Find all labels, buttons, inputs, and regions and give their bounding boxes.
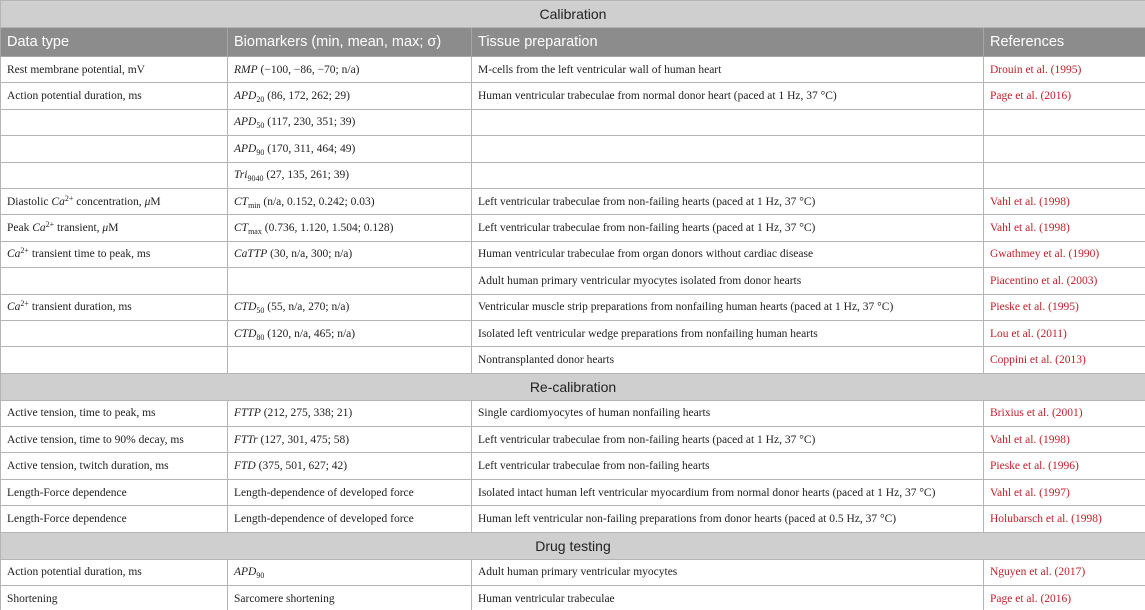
biomarker-cell: [228, 268, 472, 294]
reference-link[interactable]: Gwathmey et al. (1990): [984, 241, 1145, 267]
table-row: [1, 136, 1145, 162]
column-headers: [1, 28, 1145, 57]
table-row: [1, 215, 1145, 241]
table-row: [1, 347, 1145, 373]
tissue-cell: Adult human primary ventricular myocytes: [472, 559, 984, 585]
data-type-cell: Peak $Ca^{2+}$ transient, μM: [1, 215, 228, 241]
col-header-biomarkers: Biomarkers (min, mean, max; σ): [228, 28, 472, 57]
biomarker-cell: $APD_{90}$: [228, 559, 472, 585]
section-recalibration: [1, 373, 1145, 400]
biomarker-cell: $APD_{20}$ (86, 172, 262; 29): [228, 83, 472, 109]
section-title: Re-calibration: [1, 373, 1145, 400]
reference-link[interactable]: Lou et al. (2011): [984, 320, 1145, 346]
col-header-data-type: Data type: [1, 28, 228, 57]
table-row: [1, 559, 1145, 585]
data-type-cell: [1, 136, 228, 162]
biomarker-cell: $CT_{max}$ (0.736, 1.120, 1.504; 0.128): [228, 215, 472, 241]
reference-link[interactable]: [984, 162, 1145, 188]
biomarker-cell: $APD_{90}$ (170, 311, 464; 49): [228, 136, 472, 162]
tissue-cell: [472, 162, 984, 188]
data-type-cell: Length-Force dependence: [1, 479, 228, 505]
tissue-cell: Left ventricular trabeculae from non-failing hearts: [472, 453, 984, 479]
section-title: Calibration: [1, 1, 1145, 28]
table-row: [1, 294, 1145, 320]
table-row: [1, 268, 1145, 294]
biomarker-cell: Tri$_{9040}$ (27, 135, 261; 39): [228, 162, 472, 188]
tissue-cell: Isolated intact human left ventricular myocardium from normal donor hearts (paced at 1 Hz, 37 °C): [472, 479, 984, 505]
data-type-cell: Active tension, twitch duration, ms: [1, 453, 228, 479]
biomarker-cell: FTD (375, 501, 627; 42): [228, 453, 472, 479]
reference-link[interactable]: Vahl et al. (1997): [984, 479, 1145, 505]
table-row: [1, 453, 1145, 479]
reference-link[interactable]: Nguyen et al. (2017): [984, 559, 1145, 585]
biomarker-cell: $CTD_{80}$ (120, n/a, 465; n/a): [228, 320, 472, 346]
data-type-cell: [1, 347, 228, 373]
data-type-cell: [1, 162, 228, 188]
data-type-cell: Diastolic $Ca^{2+}$ concentration, μM: [1, 188, 228, 214]
table-row: [1, 479, 1145, 505]
col-header-tissue: Tissue preparation: [472, 28, 984, 57]
data-type-cell: Length-Force dependence: [1, 506, 228, 532]
tissue-cell: Isolated left ventricular wedge preparations from nonfailing human hearts: [472, 320, 984, 346]
section-title: Drug testing: [1, 532, 1145, 559]
biomarker-cell: $CT_{min}$ (n/a, 0.152, 0.242; 0.03): [228, 188, 472, 214]
reference-link[interactable]: Page et al. (2016): [984, 83, 1145, 109]
table-row: [1, 188, 1145, 214]
section-drug-testing: [1, 532, 1145, 559]
tissue-cell: M-cells from the left ventricular wall of human heart: [472, 57, 984, 83]
table-row: [1, 241, 1145, 267]
table-row: [1, 109, 1145, 135]
tissue-cell: [472, 109, 984, 135]
reference-link[interactable]: [984, 109, 1145, 135]
biomarker-cell: CaTTP (30, n/a, 300; n/a): [228, 241, 472, 267]
biomarker-cell: RMP (−100, −86, −70; n/a): [228, 57, 472, 83]
reference-link[interactable]: Drouin et al. (1995): [984, 57, 1145, 83]
tissue-cell: Left ventricular trabeculae from non-failing hearts (paced at 1 Hz, 37 °C): [472, 188, 984, 214]
reference-link[interactable]: Piacentino et al. (2003): [984, 268, 1145, 294]
tissue-cell: [472, 136, 984, 162]
tissue-cell: Adult human primary ventricular myocytes isolated from donor hearts: [472, 268, 984, 294]
table-row: [1, 57, 1145, 83]
data-type-cell: Rest membrane potential, mV: [1, 57, 228, 83]
data-type-cell: [1, 268, 228, 294]
data-type-cell: [1, 320, 228, 346]
table-row: [1, 427, 1145, 453]
data-type-cell: $Ca^{2+}$ transient time to peak, ms: [1, 241, 228, 267]
reference-link[interactable]: Brixius et al. (2001): [984, 400, 1145, 426]
biomarker-cell: Length-dependence of developed force: [228, 506, 472, 532]
tissue-cell: Nontransplanted donor hearts: [472, 347, 984, 373]
tissue-cell: Human ventricular trabeculae: [472, 586, 984, 610]
table-row: [1, 320, 1145, 346]
section-calibration: [1, 1, 1145, 28]
tissue-cell: Ventricular muscle strip preparations from nonfailing human hearts (paced at 1 Hz, 37 °C): [472, 294, 984, 320]
biomarker-cell: $APD_{50}$ (117, 230, 351; 39): [228, 109, 472, 135]
reference-link[interactable]: Vahl et al. (1998): [984, 188, 1145, 214]
table-row: [1, 400, 1145, 426]
biomarker-cell: $CTD_{50}$ (55, n/a, 270; n/a): [228, 294, 472, 320]
tissue-cell: Single cardiomyocytes of human nonfailing hearts: [472, 400, 984, 426]
table-row: [1, 83, 1145, 109]
reference-link[interactable]: Page et al. (2016): [984, 586, 1145, 610]
reference-link[interactable]: Pieske et al. (1995): [984, 294, 1145, 320]
biomarker-cell: Length-dependence of developed force: [228, 479, 472, 505]
reference-link[interactable]: Vahl et al. (1998): [984, 215, 1145, 241]
reference-link[interactable]: Holubarsch et al. (1998): [984, 506, 1145, 532]
table-row: [1, 162, 1145, 188]
data-type-cell: Action potential duration, ms: [1, 559, 228, 585]
biomarker-cell: FTTP (212, 275, 338; 21): [228, 400, 472, 426]
table-row: [1, 586, 1145, 610]
col-header-references: References: [984, 28, 1145, 57]
data-type-cell: $Ca^{2+}$ transient duration, ms: [1, 294, 228, 320]
biomarker-cell: Sarcomere shortening: [228, 586, 472, 610]
biomarker-cell: [228, 347, 472, 373]
data-type-cell: Active tension, time to 90% decay, ms: [1, 427, 228, 453]
reference-link[interactable]: [984, 136, 1145, 162]
reference-link[interactable]: Vahl et al. (1998): [984, 427, 1145, 453]
tissue-cell: Human ventricular trabeculae from organ donors without cardiac disease: [472, 241, 984, 267]
data-type-cell: Shortening: [1, 586, 228, 610]
tissue-cell: Human ventricular trabeculae from normal donor heart (paced at 1 Hz, 37 °C): [472, 83, 984, 109]
data-type-cell: Active tension, time to peak, ms: [1, 400, 228, 426]
data-type-cell: Action potential duration, ms: [1, 83, 228, 109]
tissue-cell: Left ventricular trabeculae from non-failing hearts (paced at 1 Hz, 37 °C): [472, 215, 984, 241]
tissue-cell: Left ventricular trabeculae from non-failing hearts (paced at 1 Hz, 37 °C): [472, 427, 984, 453]
biomarker-cell: FTTr (127, 301, 475; 58): [228, 427, 472, 453]
table-row: [1, 506, 1145, 532]
reference-link[interactable]: Coppini et al. (2013): [984, 347, 1145, 373]
data-type-cell: [1, 109, 228, 135]
reference-link[interactable]: Pieske et al. (1996): [984, 453, 1145, 479]
tissue-cell: Human left ventricular non-failing preparations from donor hearts (paced at 0.5 Hz, 37 °C): [472, 506, 984, 532]
